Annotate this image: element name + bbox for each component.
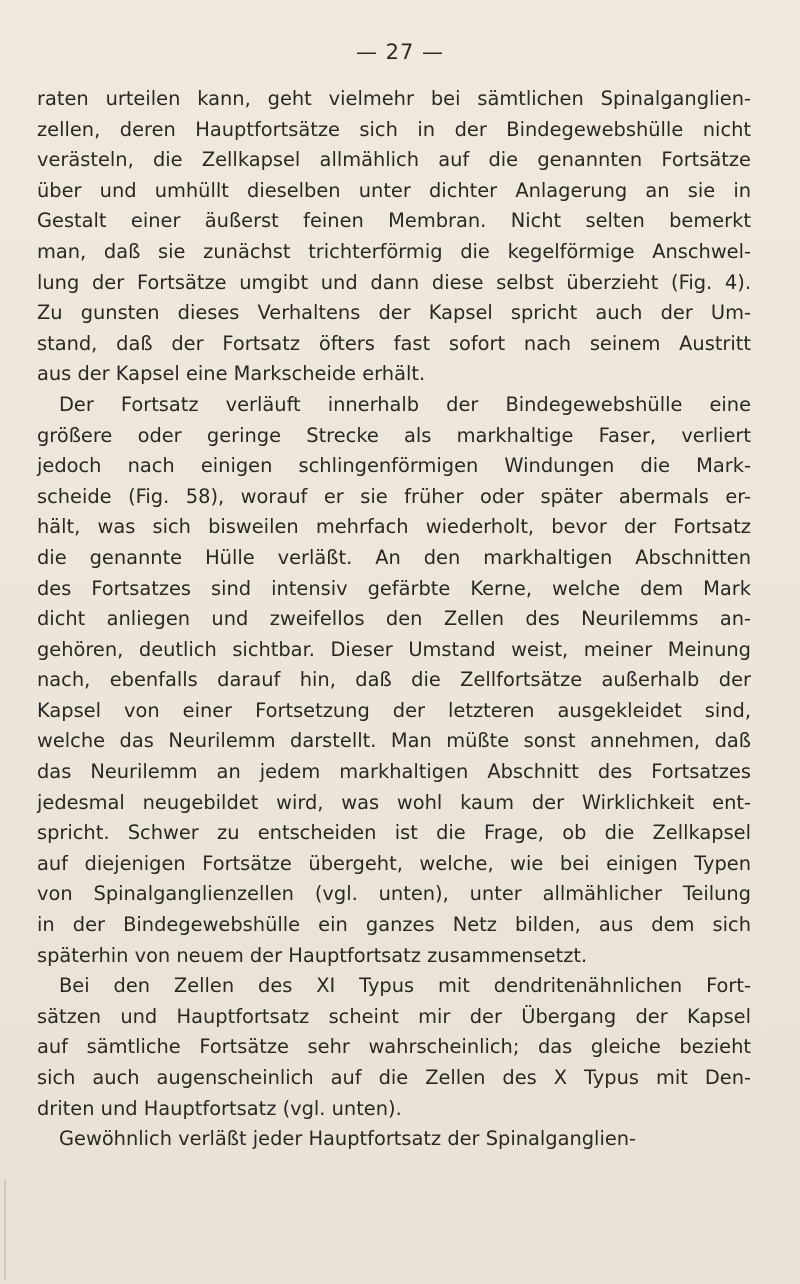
text-line: welche das Neurilemm darstellt. Man müßte sonst annehmen, daß <box>37 729 751 753</box>
paragraph-start-line: Bei den Zellen des XI Typus mit dendritenähnlichen Fort- <box>59 974 751 998</box>
text-line: aus der Kapsel eine Markscheide erhält. <box>37 362 426 386</box>
text-line: lung der Fortsätze umgibt und dann diese selbst überzieht (Fig. 4). <box>37 270 751 294</box>
page-edge-shadow <box>4 1180 6 1280</box>
text-line: gehören, deutlich sichtbar. Dieser Umstand weist, meiner Meinung <box>37 637 751 661</box>
text-line: jedoch nach einigen schlingenförmigen Windungen die Mark- <box>37 454 751 478</box>
text-line: sätzen und Hauptfortsatz scheint mir der Übergang der Kapsel <box>37 1004 751 1028</box>
text-line: nach, ebenfalls darauf hin, daß die Zellfortsätze außerhalb der <box>37 668 751 692</box>
text-line: das Neurilemm an jedem markhaltigen Abschnitt des Fortsatzes <box>37 760 751 784</box>
text-line: späterhin von neuem der Hauptfortsatz zusammensetzt. <box>37 943 588 967</box>
text-line: raten urteilen kann, geht vielmehr bei sämtlichen Spinalganglien- <box>37 87 751 110</box>
text-line: hält, was sich bisweilen mehrfach wiederholt, bevor der Fortsatz <box>37 515 751 539</box>
text-line: größere oder geringe Strecke als markhaltige Faser, verliert <box>37 423 751 447</box>
text-line: des Fortsatzes sind intensiv gefärbte Kerne, welche dem Mark <box>37 576 751 600</box>
text-line: von Spinalganglienzellen (vgl. unten), unter allmählicher Teilung <box>37 882 751 906</box>
text-line: scheide (Fig. 58), worauf er sie früher oder später abermals er- <box>37 484 751 508</box>
text-line: Zu gunsten dieses Verhaltens der Kapsel spricht auch der Um- <box>37 301 751 325</box>
text-line: driten und Hauptfortsatz (vgl. unten). <box>37 1096 402 1120</box>
text-line: jedesmal neugebildet wird, was wohl kaum der Wirklichkeit ent- <box>37 790 751 814</box>
page-number-header: — 27 — <box>355 40 445 64</box>
text-line: auf sämtliche Fortsätze sehr wahrscheinlich; das gleiche bezieht <box>37 1035 751 1059</box>
body-text <box>37 84 751 1155</box>
text-line: auf diejenigen Fortsätze übergeht, welche, wie bei einigen Typen <box>37 851 751 875</box>
text-line: zellen, deren Hauptfortsätze sich in der Bindegewebshülle nicht <box>37 117 751 141</box>
text-line: Gestalt einer äußerst feinen Membran. Nicht selten bemerkt <box>37 209 751 233</box>
paragraph-start-line: Der Fortsatz verläuft innerhalb der Bindegewebshülle eine <box>59 392 751 416</box>
text-line: stand, daß der Fortsatz öfters fast sofort nach seinem Austritt <box>37 331 751 355</box>
text-line: spricht. Schwer zu entscheiden ist die Frage, ob die Zellkapsel <box>37 821 751 845</box>
text-line: man, daß sie zunächst trichterförmig die kegelförmige Anschwel- <box>37 239 751 263</box>
text-line: sich auch augenscheinlich auf die Zellen des X Typus mit Den- <box>37 1066 751 1089</box>
text-line: verästeln, die Zellkapsel allmählich auf die genannten Fortsätze <box>37 148 751 172</box>
text-line: die genannte Hülle verläßt. An den markhaltigen Abschnitten <box>37 545 751 569</box>
text-line: über und umhüllt dieselben unter dichter Anlagerung an sie in <box>37 178 751 202</box>
text-line: Kapsel von einer Fortsetzung der letzteren ausgekleidet sind, <box>37 698 751 722</box>
text-line: in der Bindegewebshülle ein ganzes Netz bilden, aus dem sich <box>37 913 751 937</box>
text-line: dicht anliegen und zweifellos den Zellen des Neurilemms an- <box>37 607 751 631</box>
paragraph-start-line: Gewöhnlich verläßt jeder Hauptfortsatz der Spinalganglien- <box>59 1127 637 1151</box>
